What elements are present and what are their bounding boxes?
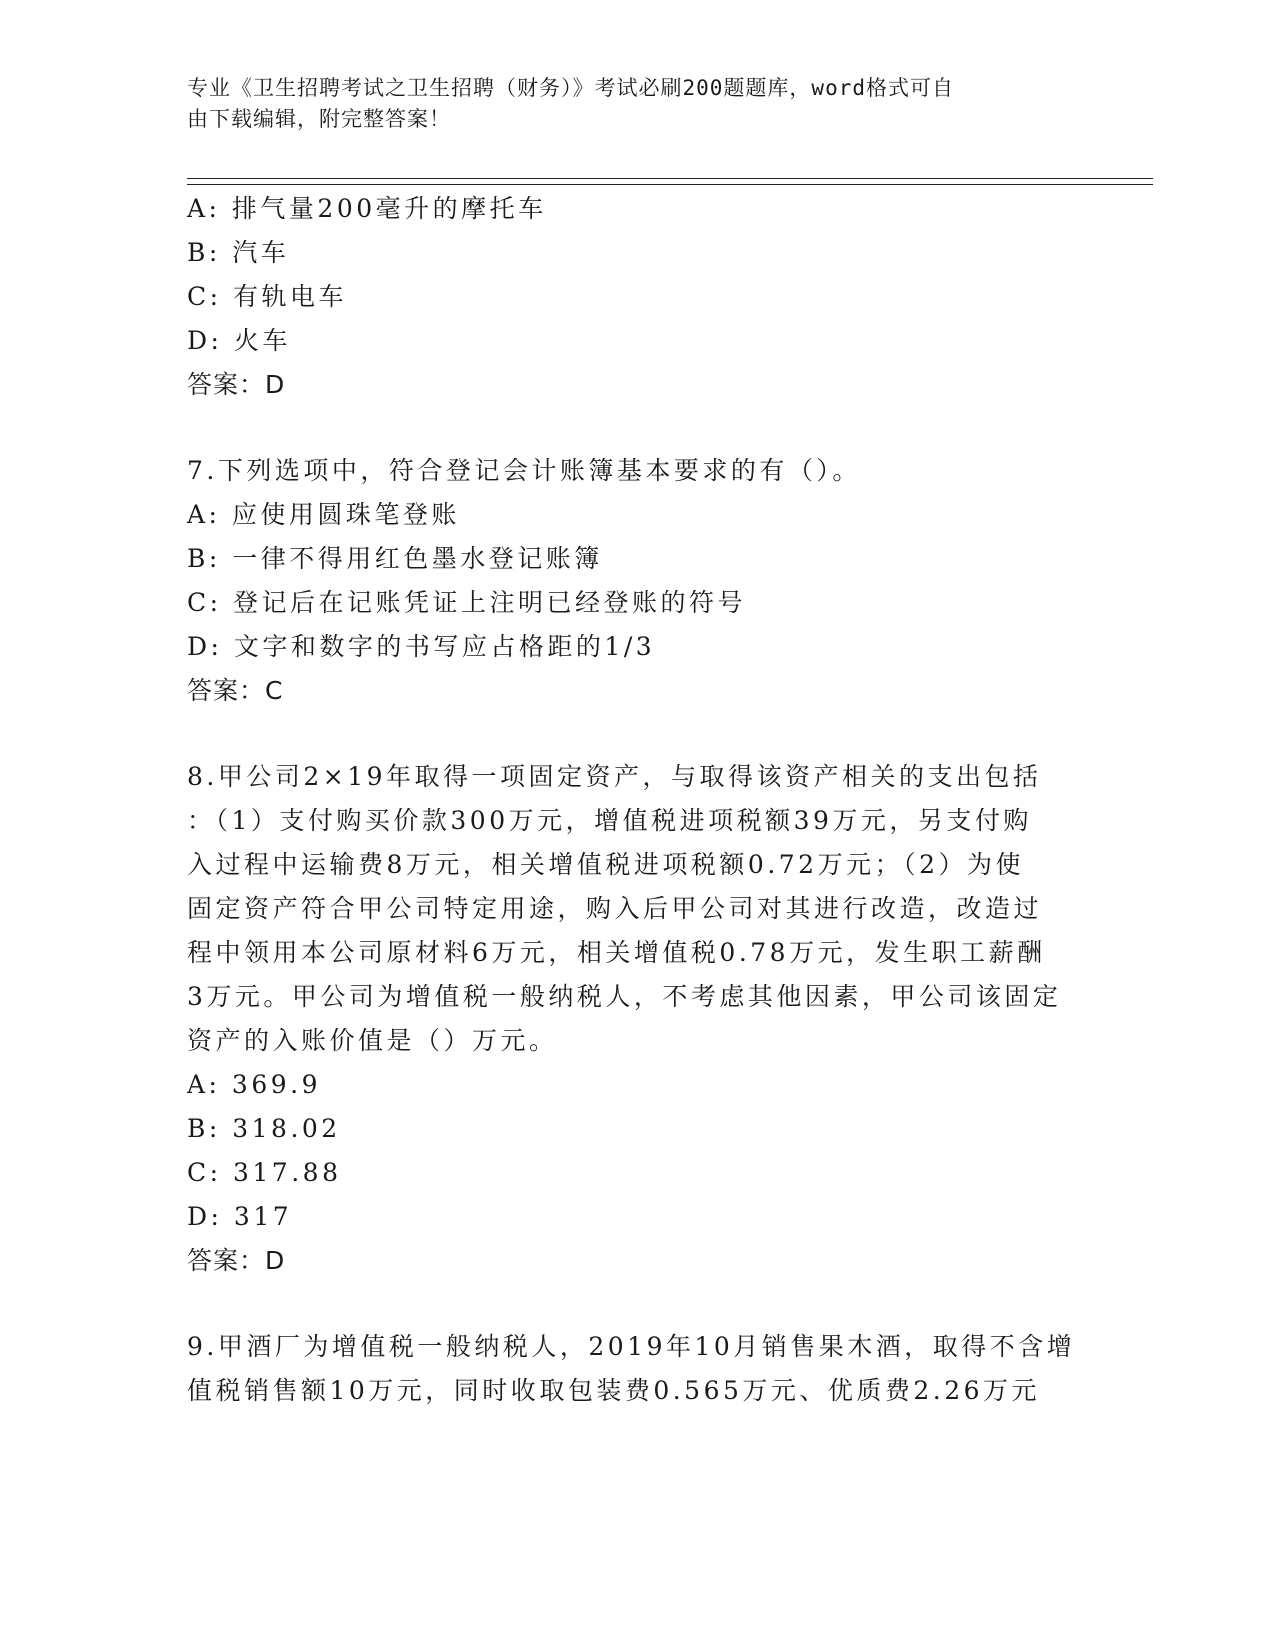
q8-option-b: B: 318.02 <box>187 1114 341 1143</box>
q8-option-c: C: 317.88 <box>187 1158 342 1187</box>
q8-stem-line: 入过程中运输费8万元，相关增值税进项税额0.72万元；（2）为使 <box>187 850 1024 879</box>
q7-option-b: B: 一律不得用红色墨水登记账簿 <box>187 544 603 573</box>
q8-stem-line: 8.甲公司2×19年取得一项固定资产，与取得该资产相关的支出包括 <box>187 762 1042 791</box>
q6-option-a: A: 排气量200毫升的摩托车 <box>187 194 547 223</box>
q8-answer: 答案：D <box>187 1246 286 1275</box>
q8-stem-line: 3万元。甲公司为增值税一般纳税人，不考虑其他因素，甲公司该固定 <box>187 982 1062 1011</box>
q7-stem-line: 7.下列选项中，符合登记会计账簿基本要求的有（）。 <box>187 456 861 485</box>
q8-option-d: D: 317 <box>187 1202 293 1231</box>
q7-option-a: A: 应使用圆珠笔登账 <box>187 500 460 529</box>
q9-stem-line: 值税销售额10万元，同时收取包装费0.565万元、优质费2.26万元 <box>187 1376 1041 1405</box>
q9-stem-line: 9.甲酒厂为增值税一般纳税人，2019年10月销售果木酒，取得不含增 <box>187 1332 1076 1361</box>
header-line-1: 专业《卫生招聘考试之卫生招聘（财务）》考试必刷200题题库，word格式可自 <box>187 76 954 100</box>
q8-stem-line: 固定资产符合甲公司特定用途，购入后甲公司对其进行改造，改造过 <box>187 894 1043 923</box>
q6-option-d: D: 火车 <box>187 326 291 355</box>
q6-answer: 答案：D <box>187 370 286 399</box>
q6-option-b: B: 汽车 <box>187 238 290 267</box>
q8-option-a: A: 369.9 <box>187 1070 321 1099</box>
q7-option-d: D: 文字和数字的书写应占格距的1/3 <box>187 632 656 661</box>
q8-stem-line: ：（1）支付购买价款300万元，增值税进项税额39万元，另支付购 <box>187 806 1032 835</box>
document-header <box>187 73 1067 135</box>
header-divider-bottom <box>187 184 1153 185</box>
header-line-2: 由下载编辑，附完整答案！ <box>187 107 451 131</box>
q8-stem-line: 程中领用本公司原材料6万元，相关增值税0.78万元，发生职工薪酬 <box>187 938 1046 967</box>
header-divider-top <box>187 178 1153 179</box>
q8-stem-line: 资产的入账价值是（）万元。 <box>187 1026 558 1055</box>
q6-option-c: C: 有轨电车 <box>187 282 347 311</box>
q7-answer: 答案：C <box>187 676 284 705</box>
q7-option-c: C: 登记后在记账凭证上注明已经登账的符号 <box>187 588 746 617</box>
